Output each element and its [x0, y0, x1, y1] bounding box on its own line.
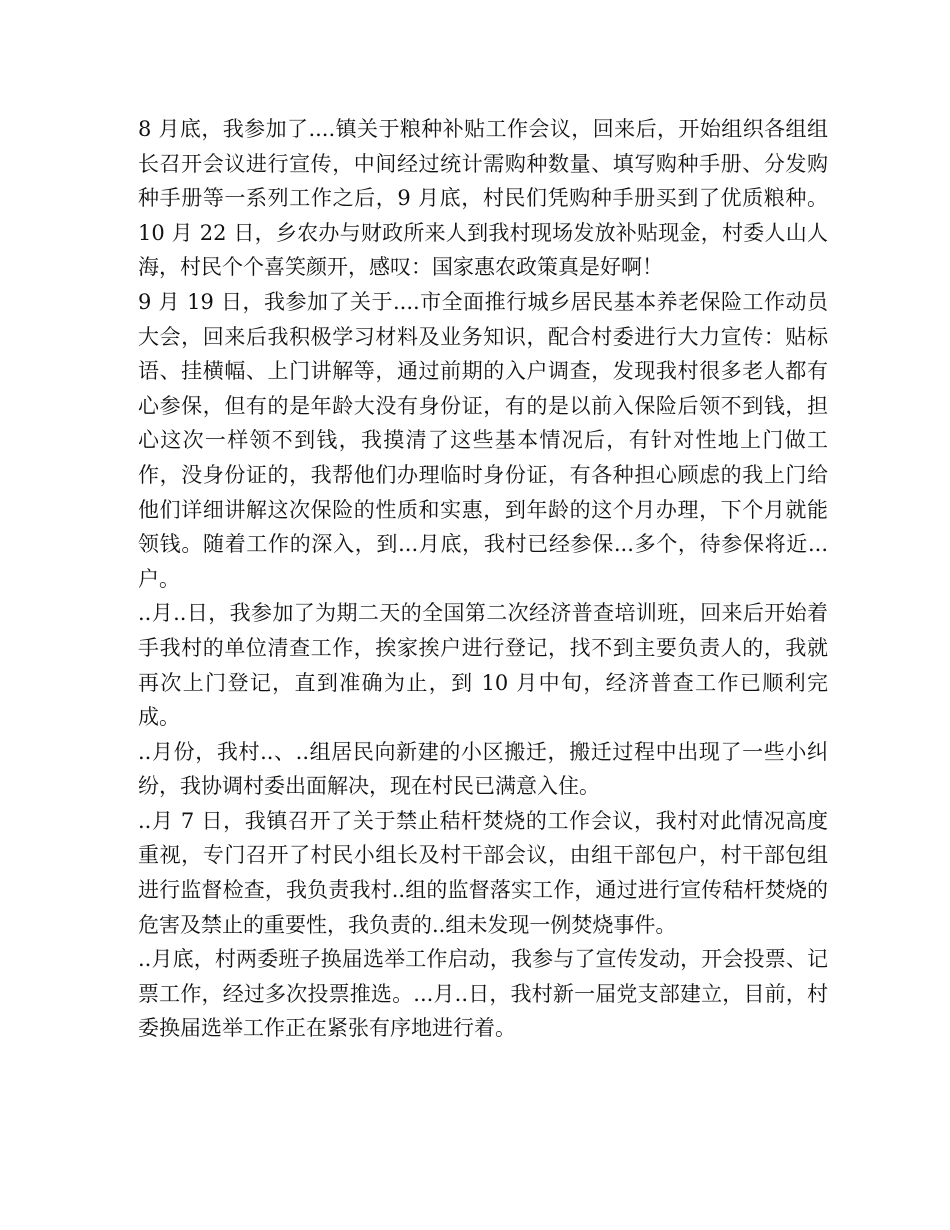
document-body: [138, 112, 828, 1046]
paragraph-economic-census: ..月..日，我参加了为期二天的全国第二次经济普查培训班，回来后开始着手我村的单位清查工作，挨家挨户进行登记，找不到主要负责人的，我就再次上门登记，直到准确为止，到 10 月中旬，经济普查工作已顺利完成。: [138, 601, 828, 730]
paragraph-relocation: ..月份，我村..、..组居民向新建的小区搬迁，搬迁过程中出现了一些小纠纷，我协调村委出面解决，现在村民已满意入住。: [138, 739, 828, 799]
paragraph-seed-subsidy: 8 月底，我参加了....镇关于粮种补贴工作会议，回来后，开始组织各组组长召开会议进行宣传，中间经过统计需购种数量、填写购种手册、分发购种手册等一系列工作之后，9 月底，村民们凭购种手册买到了优质粮种。 10 月 22 日，乡农办与财政所来人到我村现场发放补贴现金，村委人山人海，村民个个喜笑颜开，感叹：国家惠农政策真是好啊！: [138, 117, 828, 280]
paragraph-election: ..月底，村两委班子换届选举工作启动，我参与了宣传发动，开会投票、记票工作，经过多次投票推选。...月..日，我村新一届党支部建立，目前，村委换届选举工作正在紧张有序地进行着。: [138, 947, 828, 1041]
paragraph-straw-burning: ..月 7 日，我镇召开了关于禁止秸杆焚烧的工作会议，我村对此情况高度重视，专门召开了村民小组长及村干部会议，由组干部包户，村干部包组进行监督检查，我负责我村..组的监督落实工作，通过进行宣传秸杆焚烧的危害及禁止的重要性，我负责的..组未发现一例焚烧事件。: [138, 808, 828, 937]
paragraph-pension-insurance: 9 月 19 日，我参加了关于....市全面推行城乡居民基本养老保险工作动员大会，回来后我积极学习材料及业务知识，配合村委进行大力宣传：贴标语、挂横幅、上门讲解等，通过前期的入户调查，发现我村很多老人都有心参保，但有的是年龄大没有身份证，有的是以前入保险后领不到钱，担心这次一样领不到钱，我摸清了这些基本情况后，有针对性地上门做工作，没身份证的，我帮他们办理临时身份证，有各种担心顾虑的我上门给他们详细讲解这次保险的性质和实惠，到年龄的这个月办理，下个月就能领钱。随着工作的深入，到...月底，我村已经参保...多个，待参保将近...户。: [138, 289, 828, 591]
